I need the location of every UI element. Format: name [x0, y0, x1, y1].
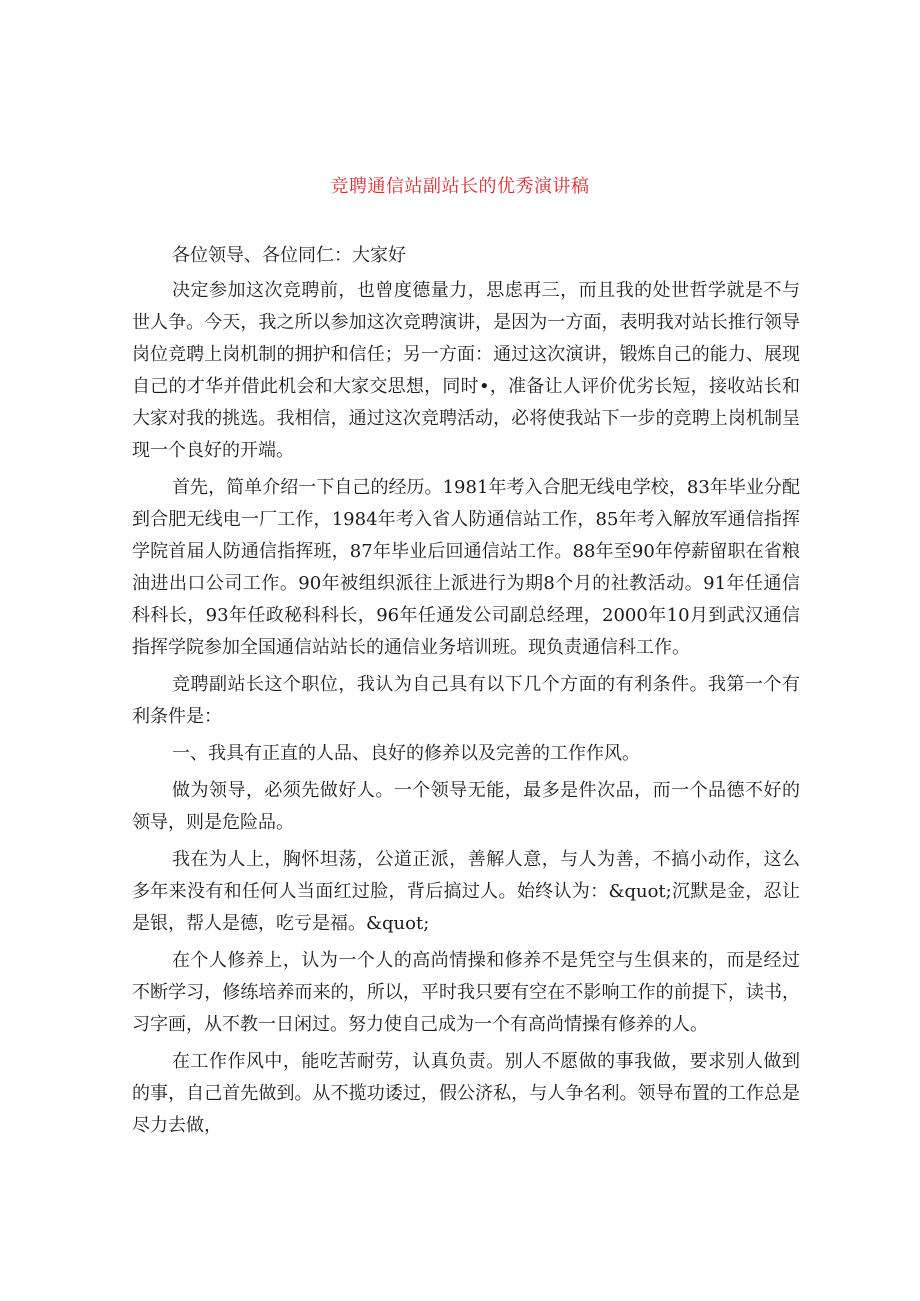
section-heading: 一、我具有正直的人品、良好的修养以及完善的工作作风。 [172, 743, 640, 764]
body-paragraph: 决定参加这次竞聘前，也曾度德量力，思虑再三，而且我的处世哲学就是不与世人争。今天，我之所以参加这次竞聘演讲，是因为一方面，表明我对站长推行领导岗位竞聘上岗机制的拥护和信任；另一方面：通过这次演讲，锻炼自己的能力、展现自己的才华并借此机会和大家交思想，同时•，准备让人评价优劣长短，接收站长和大家对我的挑选。我相信，通过这次竞聘活动，必将使我站下一步的竞聘上岗机制呈现一个良好的开端。 [132, 280, 800, 461]
body-paragraph: 竞聘副站长这个职位，我认为自己具有以下几个方面的有利条件。我第一个有利条件是： [132, 674, 800, 727]
body-paragraph: 我在为人上，胸怀坦荡，公道正派，善解人意，与人为善，不搞小动作，这么多年来没有和任何人当面红过脸，背后搞过人。始终认为：&quot;沉默是金，忍让是银，帮人是德，吃亏是福。&quot; [132, 849, 800, 934]
body-paragraph: 首先，简单介绍一下自己的经历。1981年考入合肥无线电学校，83年毕业分配到合肥无线电一厂工作，1984年考入省人防通信站工作，85年考入解放军通信指挥学院首届人防通信指挥班，87年毕业后回通信站工作。88年至90年停薪留职在省粮油进出口公司工作。90年被组织派往上派进行为期8个月的社教活动。91年任通信科科长，93年任政秘科科长，96年任通发公司副总经理，2000年10月到武汉通信指挥学院参加全国通信站站长的通信业务培训班。现负责通信科工作。 [132, 477, 800, 658]
document-body [132, 240, 800, 1147]
body-paragraph: 在个人修养上，认为一个人的高尚情操和修养不是凭空与生俱来的，而是经过不断学习，修练培养而来的，所以，平时我只要有空在不影响工作的前提下，读书，习字画，从不教一日闲过。努力使自己成为一个有高尚情操有修养的人。 [132, 950, 800, 1035]
salutation-paragraph: 各位领导、各位同仁：大家好 [172, 245, 406, 266]
body-paragraph: 在工作作风中，能吃苦耐劳，认真负责。别人不愿做的事我做，要求别人做到的事，自己首先做到。从不揽功诿过，假公济私，与人争名利。领导布置的工作总是尽力去做， [132, 1051, 800, 1136]
body-paragraph: 做为领导，必须先做好人。一个领导无能，最多是件次品，而一个品德不好的领导，则是危险品。 [132, 780, 800, 833]
document-title: 竞聘通信站副站长的优秀演讲稿 [330, 176, 590, 197]
